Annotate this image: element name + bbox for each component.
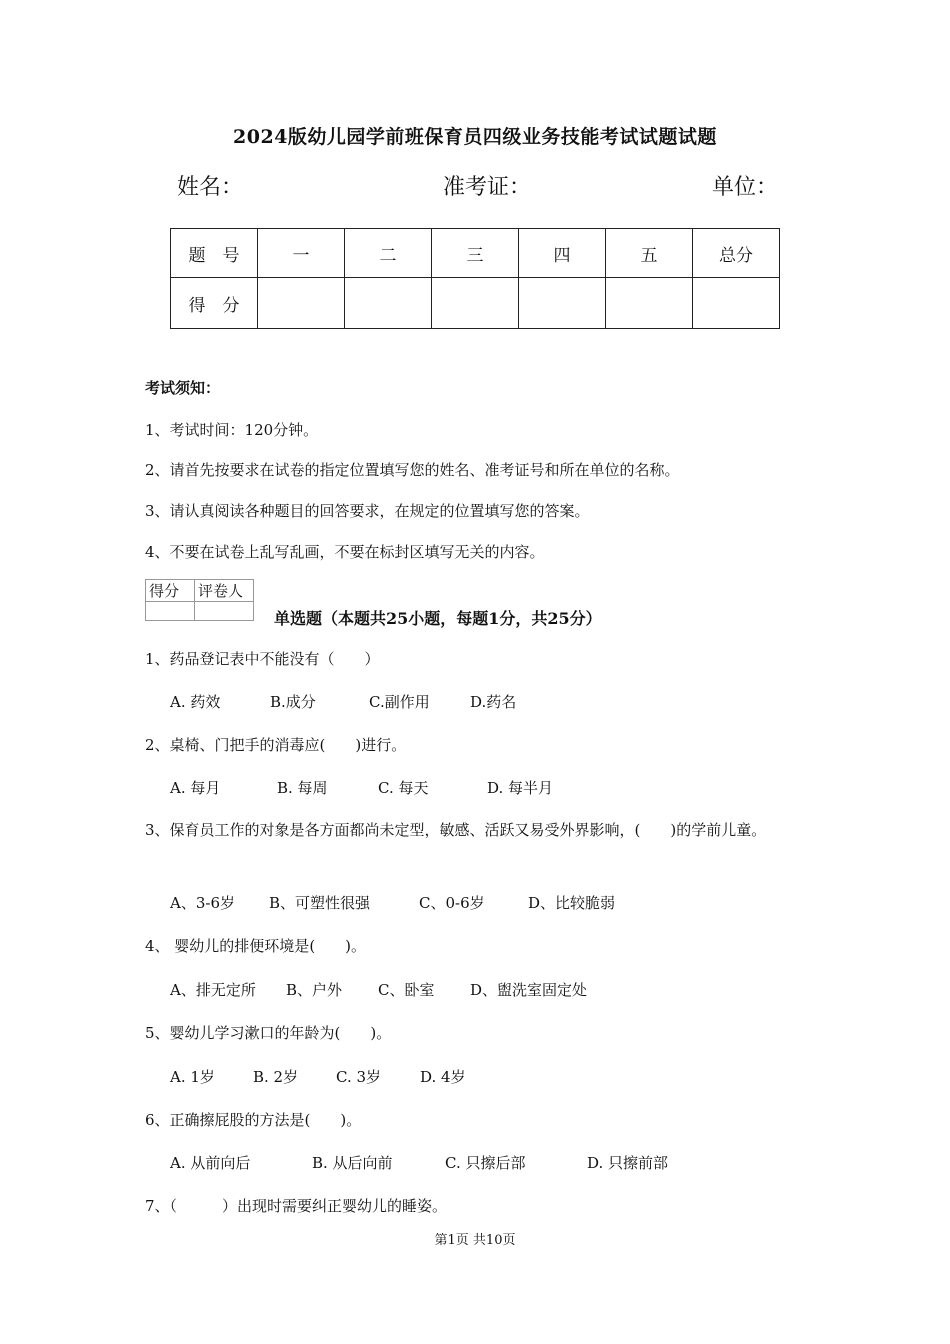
option[interactable]: A. 药效 [170,693,221,711]
option[interactable]: A. 从前向后 [170,1154,251,1172]
option[interactable]: A. 每月 [170,779,221,797]
option[interactable]: D. 每半月 [487,779,554,797]
option[interactable]: B. 从后向前 [312,1154,393,1172]
option[interactable]: C.副作用 [369,693,430,711]
question-3: 3、保育员工作的对象是各方面都尚未定型，敏感、活跃又易受外界影响，( )的学前儿童。 [145,821,767,839]
grader-score-cell[interactable] [146,602,195,621]
score-header-cell: 总分 [693,229,780,278]
grader-reviewer-label: 评卷人 [195,580,254,602]
question-4: 4、 婴幼儿的排便环境是( )。 [145,937,367,955]
option[interactable]: C、卧室 [378,981,435,999]
option[interactable]: C. 只擦后部 [445,1154,526,1172]
notice-item: 3、请认真阅读各种题目的回答要求，在规定的位置填写您的答案。 [145,502,590,520]
option[interactable]: A. 1岁 [170,1068,215,1086]
score-cell[interactable] [519,278,606,329]
option[interactable]: B.成分 [270,693,316,711]
score-cell[interactable] [258,278,345,329]
exam-id-field-label: 准考证： [443,175,532,200]
question-1: 1、药品登记表中不能没有（ ） [145,650,380,668]
score-row-label: 得 分 [171,278,258,329]
question-6: 6、正确擦屁股的方法是( )。 [145,1111,362,1129]
score-table-score-row [171,278,780,329]
option[interactable]: A、3-6岁 [170,894,235,912]
score-cell[interactable] [345,278,432,329]
score-header-cell: 题 号 [171,229,258,278]
option[interactable]: B. 每周 [277,779,328,797]
page-footer: 第1页 共10页 [434,1233,516,1248]
page-title: 2024版幼儿园学前班保育员四级业务技能考试试题试题 [233,126,717,148]
score-table [170,228,780,329]
option[interactable]: A、排无定所 [170,981,256,999]
name-field-label: 姓名： [177,175,244,200]
score-header-cell: 五 [606,229,693,278]
option[interactable]: D、盥洗室固定处 [470,981,588,999]
notice-heading: 考试须知： [145,379,221,397]
notice-item: 2、请首先按要求在试卷的指定位置填写您的姓名、准考证号和所在单位的名称。 [145,461,680,479]
score-cell[interactable] [606,278,693,329]
option[interactable]: C. 每天 [378,779,429,797]
grader-score-label: 得分 [146,580,195,602]
score-header-cell: 二 [345,229,432,278]
option[interactable]: B、户外 [286,981,343,999]
question-5: 5、婴幼儿学习漱口的年龄为( )。 [145,1024,392,1042]
grader-box [145,579,254,621]
notice-item: 1、考试时间：120分钟。 [145,421,319,439]
option[interactable]: D.药名 [470,693,517,711]
option[interactable]: B. 2岁 [253,1068,299,1086]
option[interactable]: C、0-6岁 [419,894,485,912]
grader-reviewer-cell[interactable] [195,602,254,621]
score-table-header-row [171,229,780,278]
option[interactable]: D. 4岁 [420,1068,466,1086]
score-header-cell: 三 [432,229,519,278]
question-7: 7、（ ）出现时需要纠正婴幼儿的睡姿。 [145,1197,448,1215]
option[interactable]: D. 只擦前部 [587,1154,669,1172]
option[interactable]: D、比较脆弱 [528,894,616,912]
score-cell[interactable] [432,278,519,329]
unit-field-label: 单位： [712,175,779,200]
option[interactable]: B、可塑性很强 [269,894,371,912]
score-header-cell: 一 [258,229,345,278]
score-cell[interactable] [693,278,780,329]
notice-item: 4、不要在试卷上乱写乱画，不要在标封区填写无关的内容。 [145,543,545,561]
score-header-cell: 四 [519,229,606,278]
option[interactable]: C. 3岁 [336,1068,382,1086]
section-title: 单选题（本题共25小题，每题1分，共25分） [274,609,602,628]
question-2: 2、桌椅、门把手的消毒应( )进行。 [145,736,407,754]
